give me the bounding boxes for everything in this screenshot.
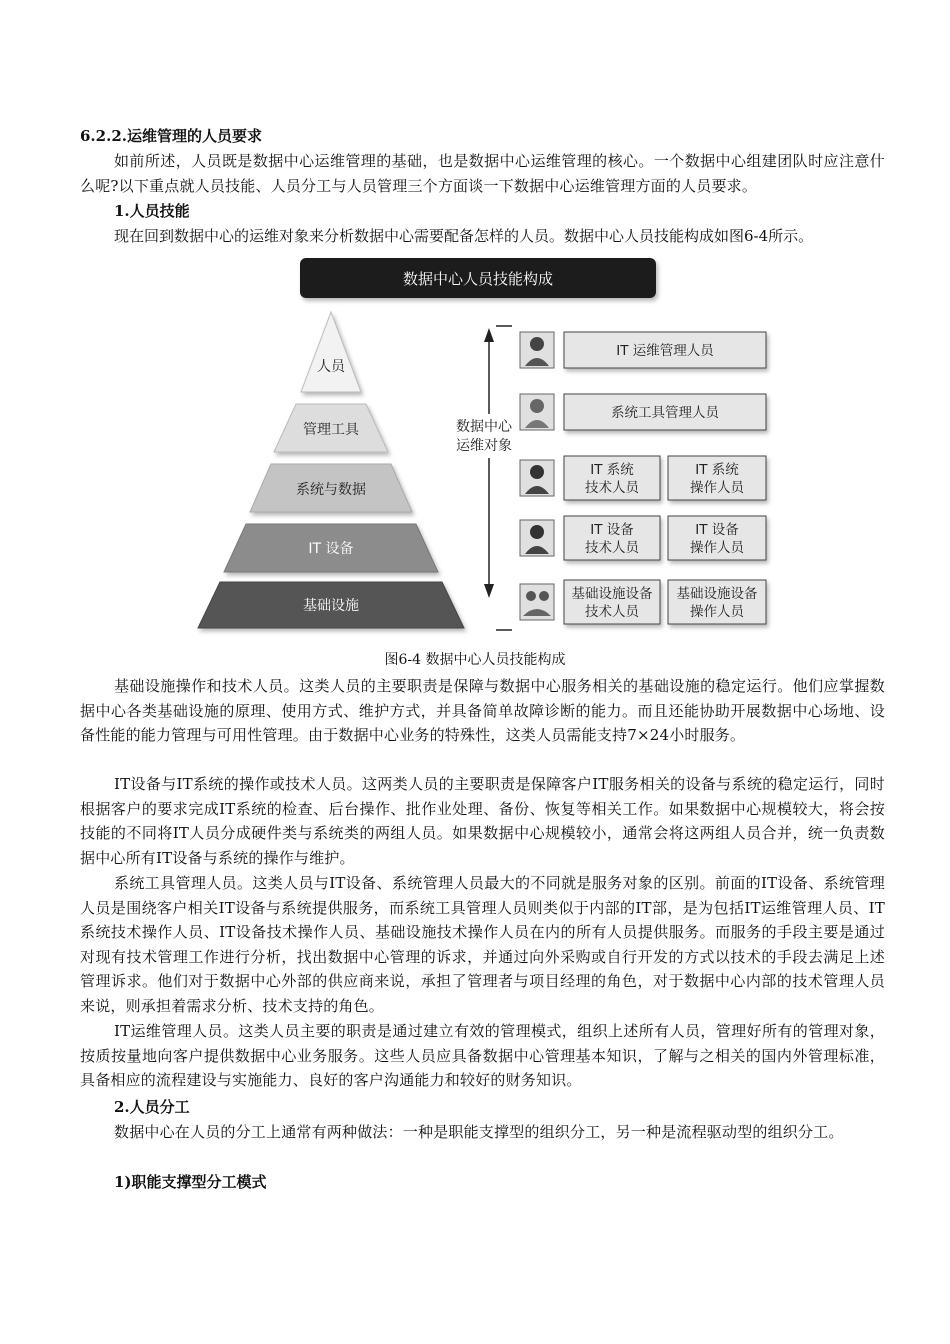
paragraph-infrastructure-staff: 基础设施操作和技术人员。这类人员的主要职责是保障与数据中心服务相关的基础设施的稳定运行。他们应掌握数据中心各类基础设施的原理、使用方式、维护方式，并具备简单故障诊断的能力。而且还能协助开展数据中心场地、设备性能的能力管理与可用性管理。由于数据中心业务的特殊性，这类人员需能支持7×24小时服务。 (80, 677, 885, 744)
role-it-system-ops-line2: 操作人员 (690, 480, 744, 496)
role-it-device-ops-line1: IT 设备 (695, 522, 739, 538)
head-icon (530, 465, 544, 479)
range-arrow-up (484, 328, 494, 342)
paragraph-it-staff: IT设备与IT系统的操作或技术人员。这两类人员的主要职责是保障客户IT服务相关的设备与系统的稳定运行，同时根据客户的要求完成IT系统的检查、后台操作、批作业处理、备份、恢复等相关工作。如果数据中心规模较大，将会按技能的不同将IT人员分成硬件类与系统类的两组人员。如果数据中心规模较小，通常会将这两组人员合并，统一负责数据中心所有IT设备与系统的操作与维护。 (80, 775, 885, 867)
figure-title: 数据中心人员技能构成 (402, 270, 554, 288)
subsection-heading-functional: 1)职能支撑型分工模式 (114, 1173, 267, 1191)
role-it-system-tech-line1: IT 系统 (590, 462, 634, 478)
head-icon (539, 591, 549, 601)
skills-figure (196, 254, 776, 640)
pyramid-label-infrastructure: 基础设施 (303, 598, 359, 614)
role-system-tools-manager-label: 系统工具管理人员 (611, 405, 719, 421)
intro-paragraph: 如前所述，人员既是数据中心运维管理的基础，也是数据中心运维管理的核心。一个数据中心组建团队时应注意什么呢?以下重点就人员技能、人员分工与人员管理三个方面谈一下数据中心运维管理方面的人员要求。 (80, 152, 885, 195)
role-it-device-tech-line1: IT 设备 (590, 522, 634, 538)
section-heading: 6.2.2.运维管理的人员要求 (80, 127, 262, 145)
role-it-device-tech-line2: 技术人员 (585, 540, 639, 556)
role-infra-ops-line2: 操作人员 (690, 604, 744, 620)
pyramid-label-it-devices: IT 设备 (308, 541, 354, 557)
role-it-device-ops-line2: 操作人员 (690, 540, 744, 556)
head-icon (530, 525, 544, 539)
paragraph-tools-staff: 系统工具管理人员。这类人员与IT设备、系统管理人员最大的不同就是服务对象的区别。前面的IT设备、系统管理人员是围绕客户相关IT设备与系统提供服务，而系统工具管理人员则类似于内部的IT部，是为包括IT运维管理人员、IT系统技术操作人员、IT设备技术操作人员、基础设施技术操作人员在内的所有人员提供服务。而服务的手段主要是通过对现有技术管理工作进行分析，找出数据中心管理的诉求，并通过向外采购或自行开发的方式以技术的手段去满足上述管理诉求。他们对于数据中心外部的供应商来说，承担了管理者与项目经理的角色，对于数据中心内部的技术管理人员来说，则承担着需求分析、技术支持的角色。 (80, 874, 885, 1015)
paragraph-division: 数据中心在人员的分工上通常有两种做法：一种是职能支撑型的组织分工，另一种是流程驱动型的组织分工。 (114, 1123, 844, 1141)
paragraph-ops-managers: IT运维管理人员。这类人员主要的职责是通过建立有效的管理模式，组织上述所有人员，管理好所有的管理对象，按质按量地向客户提供数据中心业务服务。这些人员应具备数据中心管理基本知识，了解与之相关的国内外管理标准，具备相应的流程建设与实施能力、良好的客户沟通能力和较好的财务知识。 (80, 1022, 885, 1089)
skills-intro: 现在回到数据中心的运维对象来分析数据中心需要配备怎样的人员。数据中心人员技能构成如图6-4所示。 (114, 227, 814, 245)
pyramid-label-people: 人员 (317, 359, 345, 375)
head-icon (530, 399, 544, 413)
pyramid-label-systems: 系统与数据 (296, 482, 366, 498)
pyramid-level-people (301, 312, 361, 392)
head-icon (530, 337, 544, 351)
subsection-heading-division: 2.人员分工 (114, 1098, 190, 1116)
range-label-line1: 数据中心 (456, 419, 512, 435)
role-infra-tech-line1: 基础设施设备 (571, 586, 653, 602)
figure-caption: 图6-4 数据中心人员技能构成 (384, 652, 566, 668)
pyramid-label-tools: 管理工具 (303, 422, 359, 438)
role-it-ops-manager-label: IT 运维管理人员 (616, 343, 714, 359)
role-infra-tech-line2: 技术人员 (585, 604, 639, 620)
range-label-line2: 运维对象 (456, 438, 512, 454)
role-infra-ops-line1: 基础设施设备 (676, 586, 758, 602)
role-it-system-ops-line1: IT 系统 (695, 462, 739, 478)
role-it-system-tech-line2: 技术人员 (585, 480, 639, 496)
head-icon (526, 591, 536, 601)
range-arrow-down (484, 584, 494, 598)
subsection-heading-skills: 1.人员技能 (114, 202, 190, 220)
